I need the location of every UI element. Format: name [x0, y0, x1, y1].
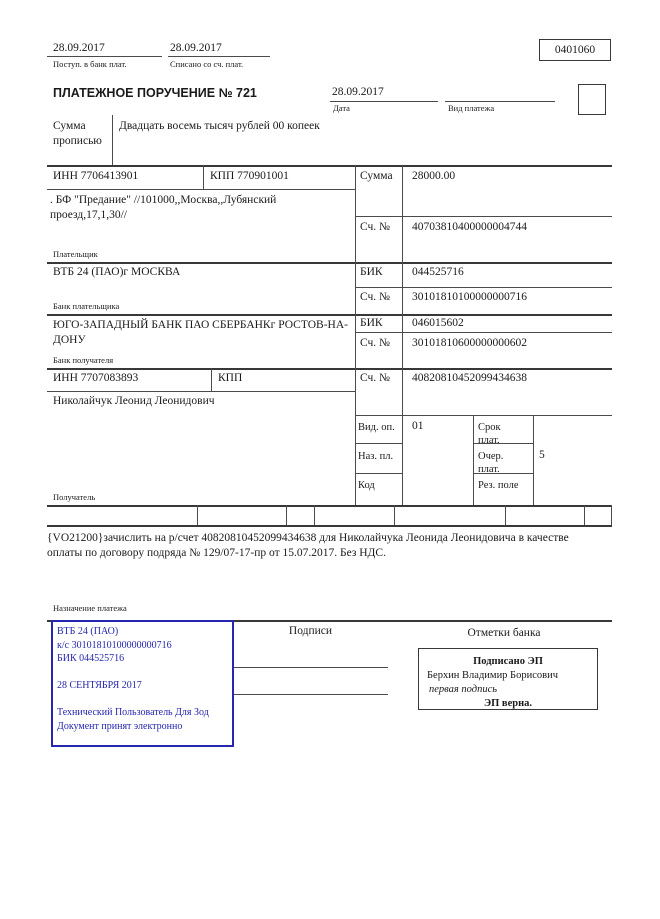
payee-kpp: КПП [218, 372, 243, 384]
table-border [355, 332, 612, 333]
table-border [211, 368, 212, 391]
amount-words-label: Сумма прописью [53, 120, 102, 147]
table-border [197, 505, 198, 525]
stamp-line: ВТБ 24 (ПАО) [57, 626, 119, 637]
underline [168, 56, 270, 57]
stamp-line [57, 693, 228, 707]
table-border [355, 165, 356, 505]
purpose-label: Назначение платежа [53, 603, 127, 613]
payer-name: . БФ "Предание" //101000,,Москва,,Лубянский проезд,17,1,30// [50, 194, 277, 221]
divider-line [112, 115, 113, 167]
debited-label: Списано со сч. плат. [170, 59, 244, 69]
table-border [47, 368, 612, 370]
table-border [47, 165, 612, 167]
term-label-line2: плат. [478, 435, 500, 446]
payer-label: Плательщик [53, 249, 98, 259]
table-border [47, 505, 612, 507]
stamp-line: Документ принят электронно [57, 720, 183, 732]
term-label [478, 421, 501, 447]
table-border [355, 287, 612, 288]
purpose-text: {VO21200}зачислить на р/счет 40820810452099434638 для Николайчука Леонида Леонидовича в качестве оплаты по договору подряда № 129/07-17-пр от 15.07.2017. Без НДС. [47, 532, 569, 559]
payer-bank-bik-value: 044525716 [412, 266, 464, 278]
table-border [47, 391, 355, 392]
op-type-value: 01 [412, 420, 424, 432]
payee-account-label: Сч. № [360, 372, 391, 384]
sum-value: 28000.00 [412, 170, 456, 182]
table-border [47, 525, 612, 527]
table-border [355, 216, 612, 217]
received-in-bank-label: Поступ. в банк плат. [53, 59, 127, 69]
table-border [355, 443, 402, 444]
payment-type-label: Вид платежа [448, 103, 495, 113]
esign-signer-name: Берхин Владимир Борисович [427, 670, 558, 681]
esign-box [418, 648, 598, 710]
stamp-line: к/с 30101810100000000716 [57, 639, 172, 651]
payer-account-label: Сч. № [360, 221, 391, 233]
payee-inn: ИНН 7707083893 [53, 372, 139, 384]
table-border [611, 505, 612, 525]
payee-account-value: 40820810452099434638 [412, 372, 527, 384]
payer-bank-account-label: Сч. № [360, 291, 391, 303]
payee-bank-label: Банк получателя [53, 355, 114, 365]
payer-bank-label: Банк плательщика [53, 301, 120, 311]
table-border [47, 262, 612, 264]
code-label: Код [358, 480, 375, 491]
received-in-bank-date: 28.09.2017 [53, 42, 105, 54]
document-date: 28.09.2017 [332, 86, 384, 98]
payer-kpp: КПП 770901001 [210, 170, 289, 182]
payer-account-value: 40703810400000004744 [412, 221, 527, 233]
payee-bank-bik-value: 046015602 [412, 317, 464, 329]
underline [47, 56, 162, 57]
signature-line [233, 667, 388, 668]
esign-title: Подписано ЭП [473, 656, 543, 667]
table-border [402, 165, 403, 505]
bank-marks-label: Отметки банка [467, 627, 541, 639]
payee-bank-account-value: 30101810600000000602 [412, 337, 527, 349]
table-border [47, 314, 612, 316]
payee-label: Получатель [53, 492, 96, 502]
underline [445, 101, 555, 102]
payee-bank-bik-label: БИК [360, 317, 383, 329]
stamp-line [57, 666, 228, 680]
pay-name-label: Наз. пл. [358, 451, 394, 462]
payer-inn: ИНН 7706413901 [53, 170, 139, 182]
table-border [355, 415, 612, 416]
table-border [355, 473, 402, 474]
date-label: Дата [333, 103, 350, 113]
stamp-line: 28 СЕНТЯБРЯ 2017 [57, 680, 142, 691]
bank-stamp [51, 620, 234, 747]
payee-bank-name: ЮГО-ЗАПАДНЫЙ БАНК ПАО СБЕРБАНКг РОСТОВ-НА-ДОНУ [53, 319, 348, 346]
esign-note: первая подпись [429, 684, 498, 695]
stamp-line: БИК 044525716 [57, 653, 125, 664]
form-code-box: 0401060 [539, 39, 611, 61]
payer-bank-bik-label: БИК [360, 266, 383, 278]
esign-valid: ЭП верна. [483, 698, 532, 709]
reserve-field-label: Рез. поле [478, 480, 519, 491]
table-border [394, 505, 395, 525]
sum-label: Сумма [360, 170, 393, 182]
signatures-label: Подписи [288, 625, 333, 637]
underline [330, 101, 438, 102]
table-border [47, 189, 355, 190]
table-border [286, 505, 287, 525]
amount-words-value: Двадцать восемь тысяч рублей 00 копеек [119, 120, 320, 132]
payee-bank-account-label: Сч. № [360, 337, 391, 349]
table-border [584, 505, 585, 525]
op-type-label: Вид. оп. [358, 422, 395, 433]
table-border [533, 415, 534, 505]
payment-type-box [578, 84, 606, 115]
table-border [314, 505, 315, 525]
order-label-line2: плат. [478, 464, 500, 475]
table-border [203, 165, 204, 189]
payee-name: Николайчук Леонид Леонидович [53, 395, 215, 407]
document-title: ПЛАТЕЖНОЕ ПОРУЧЕНИЕ № 721 [53, 86, 257, 100]
payer-bank-account-value: 30101810100000000716 [412, 291, 527, 303]
order-label-line1: Очер. [478, 451, 504, 462]
table-border [505, 505, 506, 525]
order-value: 5 [539, 449, 545, 461]
debited-date: 28.09.2017 [170, 42, 222, 54]
order-label [478, 450, 503, 476]
payer-bank-name: ВТБ 24 (ПАО)г МОСКВА [53, 266, 181, 278]
term-label-line1: Срок [478, 422, 501, 433]
table-border [473, 415, 474, 505]
stamp-line: Технический Пользователь Для Зод [57, 707, 209, 718]
signature-line [233, 694, 388, 695]
